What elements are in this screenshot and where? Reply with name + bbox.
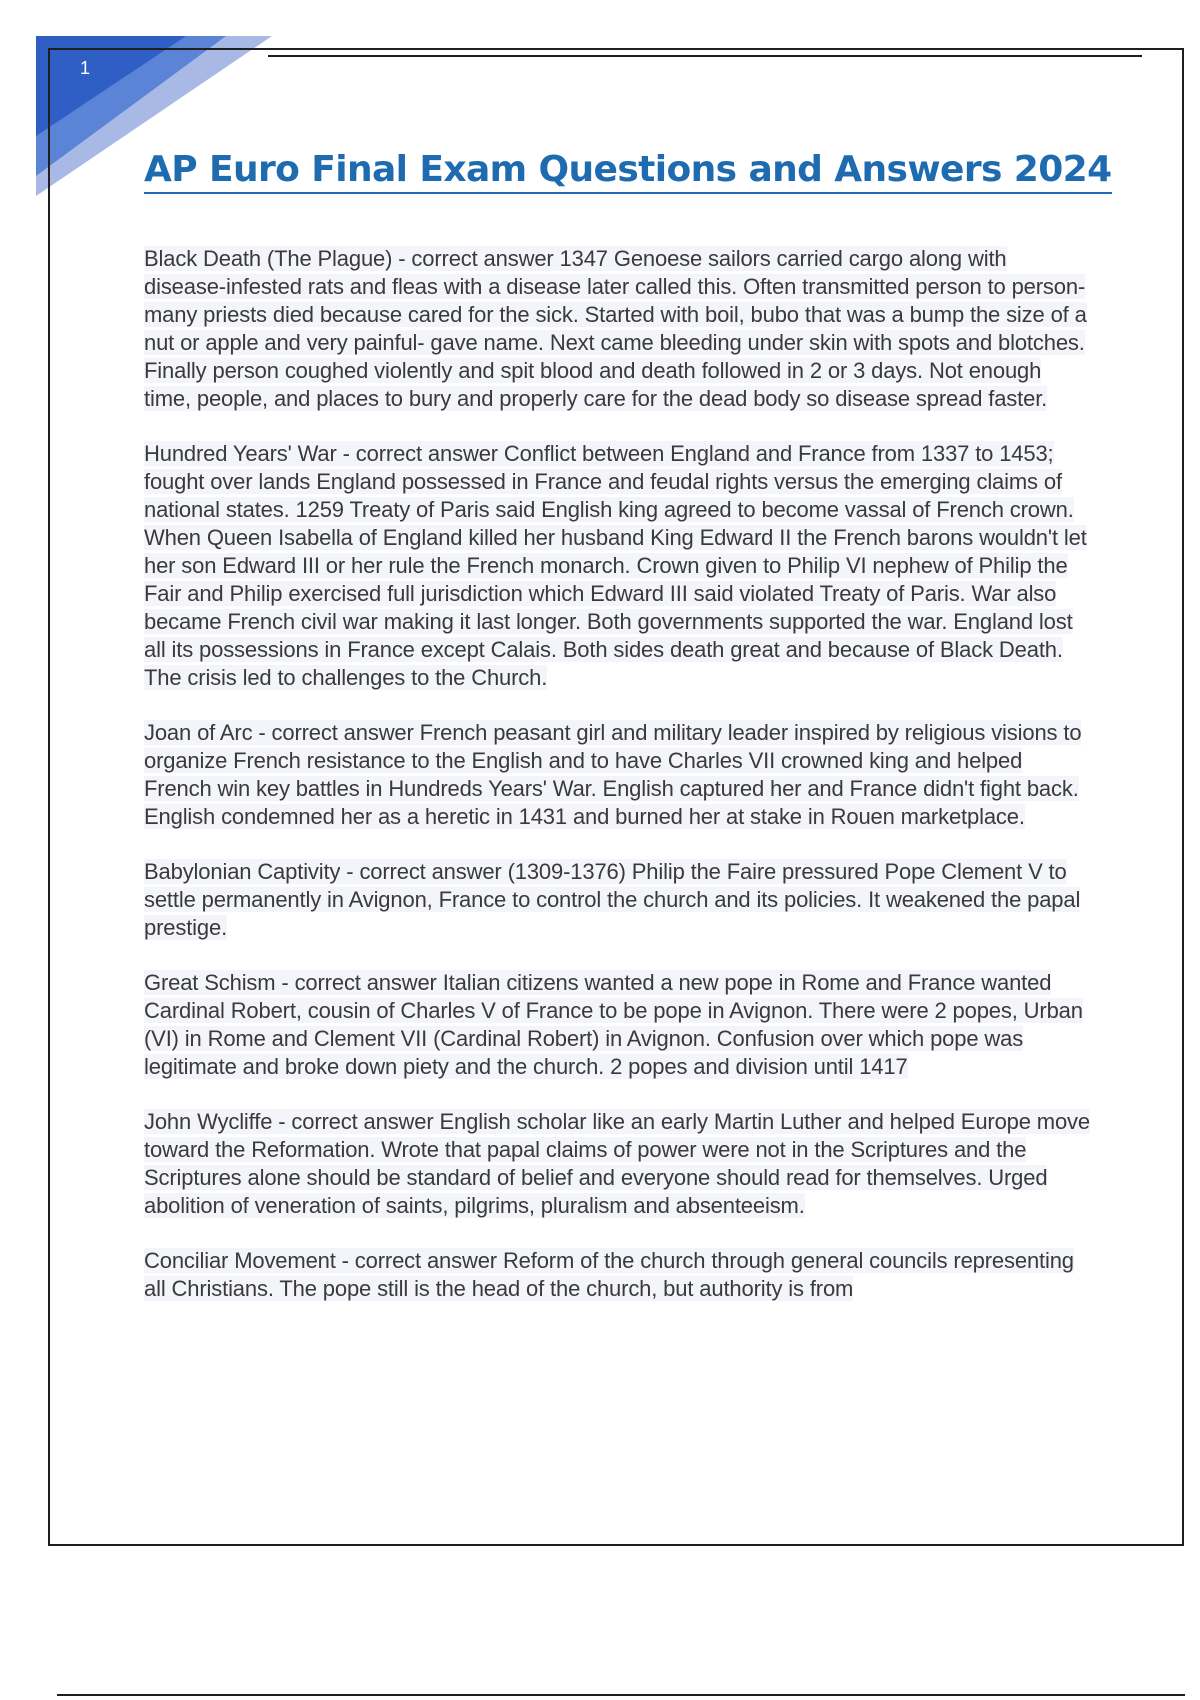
entry-answer: French peasant girl and military leader inspired by religious visions to organize French resistance to the English and to have Charles VII crowned king and helped French win key battles in Hundreds Years' War. English captured her and France didn't fight back. English condemned her as a heretic in 1431 and burned her at stake in Rouen marketplace. xyxy=(144,720,1082,829)
entry-term: Babylonian Captivity xyxy=(144,859,341,884)
entry-separator: - correct answer xyxy=(252,720,420,745)
entry-term: Joan of Arc xyxy=(144,720,253,745)
qa-entry-conciliar-movement xyxy=(144,1247,1094,1303)
entry-term: John Wycliffe xyxy=(144,1109,273,1134)
qa-entry-great-schism xyxy=(144,969,1094,1081)
entry-separator: - correct answer xyxy=(392,246,560,271)
entry-answer: Conflict between England and France from 1337 to 1453; fought over lands England possessed in France and feudal rights versus the emerging claims of national states. 1259 Treaty of Paris said English king agreed to become vassal of French crown. When Queen Isabella of England killed her husband King Edward II the French barons wouldn't let her son Edward III or her rule the French monarch. Crown given to Philip VI nephew of Philip the Fair and Philip exercised full jurisdiction which Edward III said violated Treaty of Paris. War also became French civil war making it last longer. Both governments supported the war. England lost all its possessions in France except Calais. Both sides death great and because of Black Death. The crisis led to challenges to the Church. xyxy=(144,441,1087,690)
entry-term: Great Schism xyxy=(144,970,276,995)
entry-answer: Reform of the church through general councils representing all Christians. The pope still is the head of the church, but authority is from xyxy=(144,1248,1074,1301)
qa-entry-black-death xyxy=(144,245,1094,413)
entry-separator: - correct answer xyxy=(335,1248,503,1273)
qa-entry-hundred-years-war xyxy=(144,440,1094,692)
entry-term: Conciliar Movement xyxy=(144,1248,336,1273)
entry-separator: - correct answer xyxy=(336,441,504,466)
entry-separator: - correct answer xyxy=(275,970,443,995)
header-rule xyxy=(268,55,1142,57)
page-number: 1 xyxy=(80,58,91,78)
entry-answer: Italian citizens wanted a new pope in Rome and France wanted Cardinal Robert, cousin of Charles V of France to be pope in Avignon. There were 2 popes, Urban (VI) in Rome and Clement VII (Cardinal Robert) in Avignon. Confusion over which pope was legitimate and broke down piety and the church. 2 popes and division until 1417 xyxy=(144,970,1083,1079)
qa-entry-joan-of-arc xyxy=(144,719,1094,831)
entry-answer: English scholar like an early Martin Luther and helped Europe move toward the Reformation. Wrote that papal claims of power were not in the Scriptures and the Scriptures alone should be standard of belief and everyone should read for themselves. Urged abolition of veneration of saints, pilgrims, pluralism and absenteeism. xyxy=(144,1109,1090,1218)
qa-entry-babylonian-captivity xyxy=(144,858,1094,942)
entry-separator: - correct answer xyxy=(340,859,508,884)
document-title: AP Euro Final Exam Questions and Answers 2024 xyxy=(144,148,1112,194)
entry-term: Black Death (The Plague) xyxy=(144,246,393,271)
entry-separator: - correct answer xyxy=(272,1109,440,1134)
entry-answer: 1347 Genoese sailors carried cargo along with disease-infested rats and fleas with a disease later called this. Often transmitted person to person- many priests died because cared for the sick. Started with boil, bubo that was a bump the size of a nut or apple and very painful- gave name. Next came bleeding under skin with spots and blotches. Finally person coughed violently and spit blood and death followed in 2 or 3 days. Not enough time, people, and places to bury and properly care for the dead body so disease spread faster. xyxy=(144,246,1087,411)
qa-entry-john-wycliffe xyxy=(144,1108,1094,1220)
entry-term: Hundred Years' War xyxy=(144,441,337,466)
footer-rule xyxy=(57,1694,1185,1696)
entry-answer: (1309-1376) Philip the Faire pressured Pope Clement V to settle permanently in Avignon, France to control the church and its policies. It weakened the papal prestige. xyxy=(144,859,1081,940)
qa-entry-list xyxy=(144,245,1094,1445)
